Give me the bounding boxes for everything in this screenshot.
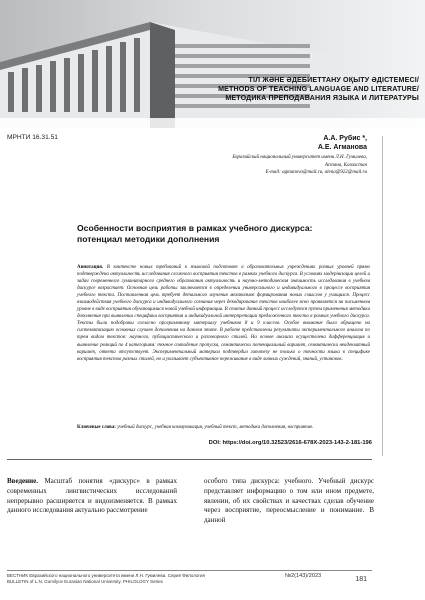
keywords-label: Ключевые слова: [77,425,116,430]
section-divider [7,459,372,460]
authors [318,134,367,152]
journal-name-ru: ВЕСТНИК Евразийского национального университета имени Л.Н. Гумилева. Серия Филология [7,573,205,578]
body-column-left [7,477,177,516]
affiliation-email: E-mail: agmanova@mail.ru, alena@922@mail.ru [265,170,367,175]
intro-label: Введение. [7,477,39,485]
rubric-line-en: METHODS OF TEACHING LANGUAGE AND LITERATURE/ [218,85,419,94]
abstract-label: Аннотация. [77,265,104,270]
section-rubric [191,76,419,104]
journal-footer [7,573,205,585]
rubric-line-ru: МЕТОДИКА ПРЕПОДАВАНИЯ ЯЗЫКА И ЛИТЕРАТУРЫ [225,94,419,103]
title-line-1: Особенности восприятия в рамках учебного дискурса: [77,223,313,233]
university-building-image [0,0,425,128]
issue-number: №2(143)/2023 [285,573,322,579]
affiliation-city: Астана, Казахстан [324,162,367,168]
irstr-code: МРНТИ 16.31.51 [7,134,58,141]
keywords-text: учебный дискурс, учебная коммуникация, учебный текст, методика дополнения, восприятие. [117,425,314,430]
title-line-2: потенциал методики дополнения [77,234,220,244]
author-2: А.Е. Агманова [317,144,367,151]
margin-divider [382,136,383,456]
page-number: 181 [355,576,367,583]
affiliation [147,154,367,177]
body-column-right [204,477,374,526]
body-text-right: особого типа дискурса: учебного. Учебный дискурс представляет информацию о том или ином предмете, явлении, об их свойствах и качествах сделав обучение через восприятие, переосмысление и понимание. В данной [204,477,374,525]
rubric-line-kz: ТІЛ ЖӘНЕ ӘДЕБИЕТТАНУ ОҚЫТУ ӘДІСТЕМЕСІ/ [248,76,419,84]
journal-name-en: BULLETIN of L.N. Gumilyov Eurasian National University. PHILOLOGY Series [7,579,163,584]
author-1: А.А. Рубис *, [323,135,367,142]
footer-divider [7,570,372,571]
intro-text: Масштаб понятия «дискурс» в рамках современных лингвистических исследований непрерывно расширяется и видоизменяется. В рамках данного исследования актуально рассмотрение [7,477,177,515]
article-title [77,223,377,245]
header-banner [0,0,425,128]
keywords [77,424,370,431]
abstract-text: В контексте новых требований к языковой подготовке в образовательных учреждениях разных уровней прямо подтверждена актуальность исследования сложного восприятия текстов в рамках учебного дискурса. В условиях модернизации целей и задач современного гуманитарного среднего образования актуальность и научно-методическая значимость исследования в учебном дискурсе возрастает. Основная цель работы заключается в определении универсального и индивидуального в процессе восприятия учебного текста. Поставленная цель требует детального изучения механизмов формирования новых смыслов у учащихся. Процесс взаимодействия учебного дискурса и индивидуального сознания через декодирование текстов наиболее ясно проявляется на письменном уровне в виде восприятия обучающимися новой учебной информации. В статье данный процесс исследуется путем применения методики дополнения при выявлении специфики восприятия и индивидуальной интерпретации предложенного текста в рамках учебного дискурса. Тексты были подобраны согласно программному материалу учебников 8 и 9 классов. Особое внимание было обращено на систематизацию основных случаев дополнения на данном этапе. В работе представлены результаты экспериментального анализа по трем видам текстов: научного, публицистического и разговорного стилей. На основе анализа осуществлена дифференциация и выявление реакций по 4 категориям: точное совпадение пропуска, семантически потенциальный вариант, семантически неадекватный вариант, ответа отсутствует. Экспериментальный материал подтвердил гипотезу не только о точности языка в специфике восприятия текстов разных стилей, но и указывает субъективное переживание в виде личных суждений, знаний, установок. [77,265,370,362]
affiliation-university: Евразийский национальный университет имени Л.Н. Гумилева, [232,155,367,160]
abstract [77,264,370,363]
doi-link[interactable]: DOI: https://doi.org/10.32523/2616-678X-2023-143-2-181-196 [208,440,372,446]
